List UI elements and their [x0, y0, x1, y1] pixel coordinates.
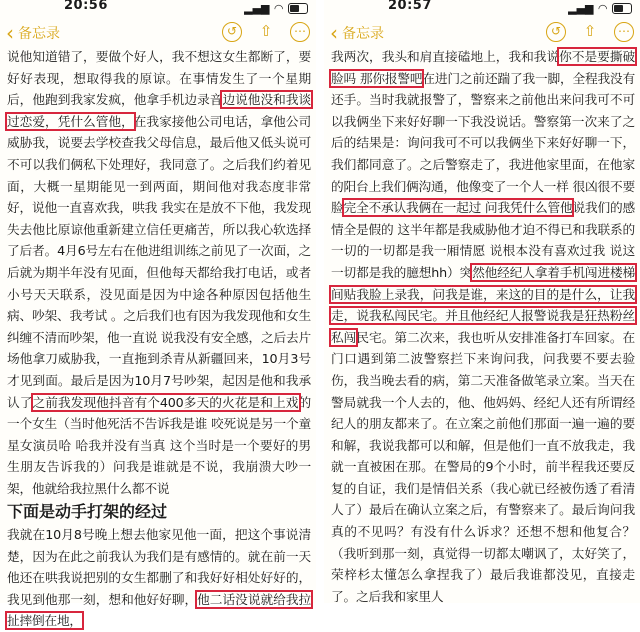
- highlighted-text: 之前我发现他抖音有个400多天的火花是和上戏: [32, 394, 299, 410]
- back-button[interactable]: [330, 23, 384, 43]
- note-text: 我两次，我头和肩直接磕地上，我和我说: [331, 49, 560, 64]
- status-time: 20:57: [388, 0, 432, 13]
- undo-icon[interactable]: ↺: [546, 22, 566, 42]
- back-label: 备忘录: [342, 26, 384, 42]
- signal-icon: ▂▄▆: [244, 2, 270, 15]
- highlighted-text: 然他经纪人拿着手机闯进楼梯间贴我脸上录我，问我是谁，来这的目的是什么，让我走，说我私闯民宅。并且他经纪人报警说我是狂热粉丝 私闯: [331, 264, 636, 345]
- more-icon[interactable]: ⋯: [614, 22, 634, 42]
- highlighted-text: 你不是要撕破脸吗 那你报警吧: [331, 49, 635, 86]
- note-paragraph: [331, 46, 635, 607]
- section-heading: 下面是动手打架的经过: [7, 502, 168, 522]
- nav-actions: [546, 22, 634, 42]
- note-paragraph: [7, 46, 311, 499]
- note-text: 说我们的感情全是假的 这半年都是我威胁他才迫不得已和我联系的一切的一切都是我一厢情愿 说根本没有喜欢过我 说这一切都是我的臆想hh）突: [331, 200, 635, 280]
- memo-screenshot-right: [324, 0, 640, 603]
- battery-icon: [288, 3, 308, 14]
- wifi-icon: ◠: [598, 2, 607, 15]
- battery-icon: [612, 3, 632, 14]
- note-body[interactable]: [7, 46, 311, 632]
- status-time: 20:56: [64, 0, 108, 13]
- wifi-icon: ◠: [274, 2, 283, 15]
- back-button[interactable]: [6, 23, 60, 43]
- undo-icon[interactable]: ↺: [222, 22, 242, 42]
- note-text: 在我家接他公司电话，拿他公司威胁我，说要去学校查我父母信息，最后他又低头说可不可以我们俩私下处理好，我同意了。之后我们约着见面，大概一星期能见一到两面，期间他对我态度非常好，说他一直喜欢我，哄我 我实在是放不下他，我发现失去他比原谅他重新建立信任更痛苦，所以我心软选择了后者。4月6号左右在他进组训练之前见了一次面，之后就为期半年没有见面，但他每天都给我打电话，或者小号天天联系，没见面是因为中途各种原因包括他生病、吵架、我考试 。之后我们也有因为我发现他和女生纠缠不清而吵架，他一直说 说我没有安全感，之后去片场他拿刀威胁我，一直拖到杀青从新疆回来，10月3号才见到面。最后是因为10月7号吵架，起因是他和我承认了: [7, 113, 312, 410]
- note-body[interactable]: [331, 46, 635, 607]
- highlighted-text: 边说他没和我谈过恋爱，凭什么管他，: [7, 92, 311, 129]
- memo-screenshot-left: [0, 0, 316, 629]
- status-icons: [244, 2, 308, 15]
- note-text: 问我是谁就是不说，我崩溃大吵一架，他就给我拉黑什么都不说: [7, 459, 312, 496]
- note-text: 说他知道错了，要做个好人，我不想这女生都断了，要好好表现，想取得我的原谅。在事情发生了一个星期后，他跑到我家发疯，他拿手机边录音: [7, 49, 311, 108]
- status-icons: [568, 2, 632, 15]
- more-icon[interactable]: ⋯: [290, 22, 310, 42]
- share-icon[interactable]: ⇧: [583, 22, 597, 40]
- status-bar: [0, 0, 316, 20]
- back-label: 备忘录: [18, 26, 60, 42]
- note-paragraph: [7, 524, 311, 632]
- signal-icon: ▂▄▆: [568, 2, 594, 15]
- note-text: 我就在10月8号晚上想去他家见他一面，把这个事说清楚，因为在此之前我认为我们是有感情的。就在前一天他还在哄我说把别的女生都删了和我好好相处好好的，我见到他那一刻，想和他好好聊，: [7, 527, 311, 607]
- highlighted-text: 完全不承认我俩在一起过 问我凭什么管他: [343, 200, 573, 216]
- note-text: 民宅。第二次来，我也听从安排准备打车回家。在门口遇到第二波警察拦下来询问我，问我要不要去验伤，我当晚去看的病，第二天准备做笔录立案。当天在警局就我一个人去的，他、他妈妈、经纪人还有所谓经纪人的朋友都来了。在立案之前他们那面一遍一遍的要和解，我说我都可以和解，但是他们一直不放我走，我就一直被困在那。在警局的9个小时，前半程我还要反复的自证，我们是情侣关系（我心就已经被伤透了看清人了）最后在确认立案之后，有警察来了。最后询问我真的不见吗？有没有什么诉求？还想不想和他复合？（我听到那一刻，真觉得一切都太嘲讽了，太好笑了，荣梓杉太懂怎么拿捏我了）最后我谁都没见，直接走了。之后我和家里人: [331, 329, 635, 604]
- note-text: 的一个女生（当时他死活不告诉我是谁 咬死说是另一个童星女演员哈 哈我并没有当真 这个当时是一个要好的男生朋友告诉我的）: [7, 394, 311, 475]
- chevron-left-icon: ‹: [330, 21, 338, 45]
- note-text: 在进门之前还踹了我一脚，全程我没有还手。当时我就报警了，警察来之前他出来问我可不可以我俩坐下来好好聊一下我没说话。警察第一次来了之后的结果是：询问我可不可以我俩坐下来好好聊一下，我们都同意了。之后警察走了，我进他家里面，在他家的阳台上我们俩沟通，他像变了一个人一样 很凶很不要脸: [331, 70, 635, 216]
- status-bar: [324, 0, 640, 20]
- chevron-left-icon: ‹: [6, 21, 14, 45]
- highlighted-text: 他二话没说就给我拉扯摔倒在地，: [7, 591, 312, 629]
- divider: [316, 0, 324, 603]
- nav-actions: [222, 22, 310, 42]
- share-icon[interactable]: ⇧: [259, 22, 273, 40]
